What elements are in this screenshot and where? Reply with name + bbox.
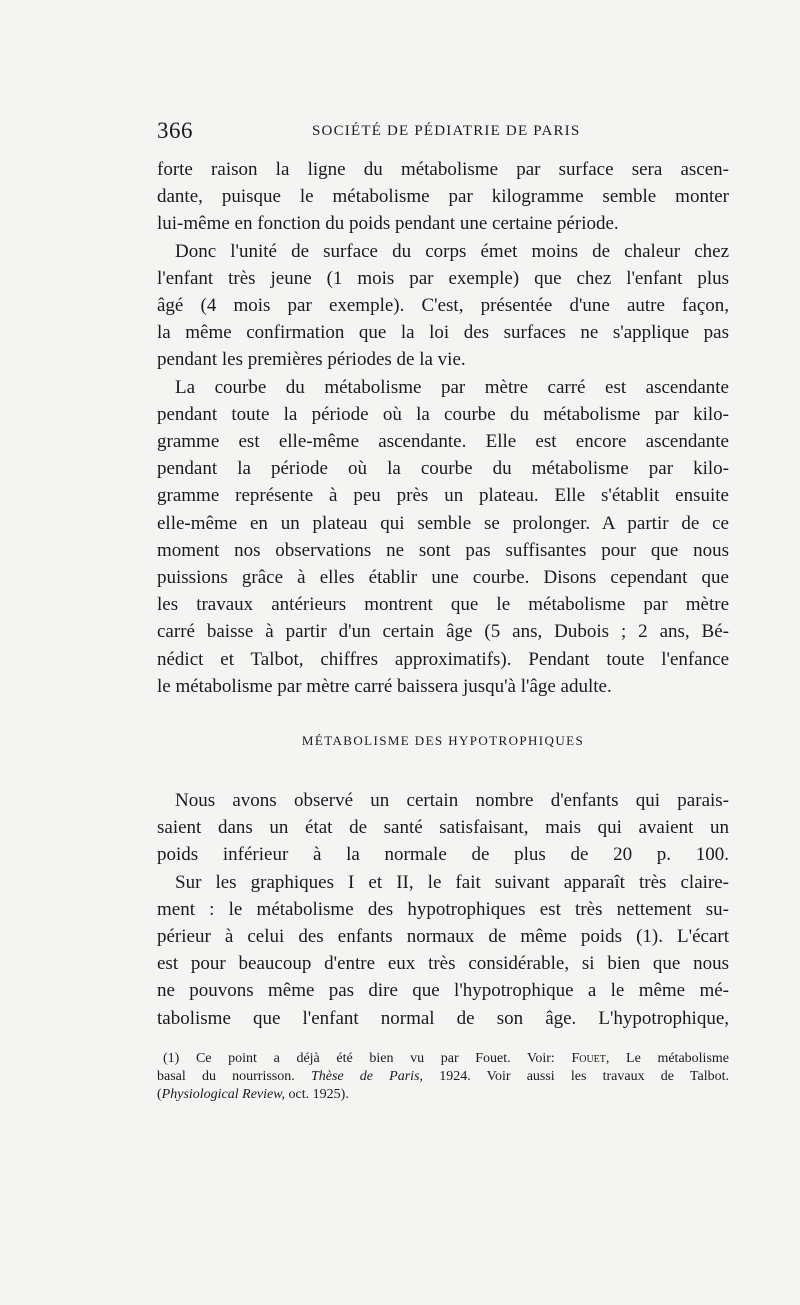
text-line: ne pouvons même pas dire que l'hypotrophique a le même mé- [157,980,729,1002]
footnote [157,1050,729,1104]
footnote-citation: Physiological Review, [161,1087,286,1102]
footnote-author: Fouet [571,1051,606,1066]
text-line: lui-même en fonction du poids pendant une certaine période. [157,213,619,235]
text-line: ment : le métabolisme des hypotrophiques est très nettement su- [157,898,729,920]
text-line: nédict et Talbot, chiffres approximatifs). Pendant toute l'enfance [157,648,729,670]
text-line: forte raison la ligne du métabolisme par surface sera ascen- [157,159,729,180]
text-line: pendant les premières périodes de la vie. [157,349,466,371]
text-line: gramme est elle-même ascendante. Elle est encore ascendante [157,431,729,453]
page-number: 366 [157,118,193,143]
text-line: âgé (4 mois par exemple). C'est, présentée d'une autre façon, [157,295,729,317]
text-line: saient dans un état de santé satisfaisant, mais qui avaient un [157,817,729,839]
text-line: dante, puisque le métabolisme par kilogramme semble monter [157,186,729,208]
text-line: les travaux antérieurs montrent que le métabolisme par mètre [157,594,729,616]
body-text [157,156,729,700]
text-line: pendant la période où la courbe du métabolisme par kilo- [157,458,729,480]
text-line: Donc l'unité de surface du corps émet moins de chaleur chez [175,240,729,262]
footnote-line [157,1086,729,1104]
footnote-text: , Le métabolisme [605,1051,729,1066]
footnote-text: oct. 1925). [285,1087,349,1102]
text-line: l'enfant très jeune (1 mois par exemple) que chez l'enfant plus [157,267,729,289]
text-line: elle-même en un plateau qui semble se prolonger. A partir de ce [157,512,729,534]
body-text-section [157,787,729,1032]
footnote-text: (1) Ce point a déjà été bien vu par Fouet. Voir: [163,1051,572,1066]
text-line: poids inférieur à la normale de plus de 20 p. 100. [157,844,729,866]
text-line: moment nos observations ne sont pas suffisantes pour que nous [157,539,729,561]
text-line: La courbe du métabolisme par mètre carré est ascendante [175,376,729,398]
text-line: gramme représente à peu près un plateau. Elle s'établit ensuite [157,485,729,507]
footnote-line [157,1068,729,1086]
text-line: Nous avons observé un certain nombre d'enfants qui parais- [175,790,729,811]
text-line: tabolisme que l'enfant normal de son âge. L'hypotrophique, [157,1007,729,1029]
text-line: est pour beaucoup d'entre eux très considérable, si bien que nous [157,953,729,975]
running-head [157,118,729,152]
text-line: périeur à celui des enfants normaux de même poids (1). L'écart [157,926,729,948]
text-line: la même confirmation que la loi des surfaces ne s'applique pas [157,322,729,344]
footnote-text: basal du nourrisson. [157,1069,311,1084]
running-title: SOCIÉTÉ DE PÉDIATRIE DE PARIS [312,123,581,139]
footnote-citation: Thèse de Paris, [310,1069,424,1084]
text-line: Sur les graphiques I et II, le fait suivant apparaît très claire- [175,871,729,893]
text-line: puissions grâce à elles établir une courbe. Disons cependant que [157,567,729,589]
section-heading: MÉTABOLISME DES HYPOTROPHIQUES [301,733,585,748]
text-line: le métabolisme par mètre carré baissera jusqu'à l'âge adulte. [157,675,612,697]
footnote-text: ( [157,1087,162,1102]
footnote-line [157,1050,729,1068]
text-line: pendant toute la période où la courbe du métabolisme par kilo- [157,403,729,425]
footnote-text: 1924. Voir aussi les travaux de Talbot. [423,1069,729,1084]
text-line: carré baisse à partir d'un certain âge (5 ans, Dubois ; 2 ans, Bé- [157,621,729,643]
